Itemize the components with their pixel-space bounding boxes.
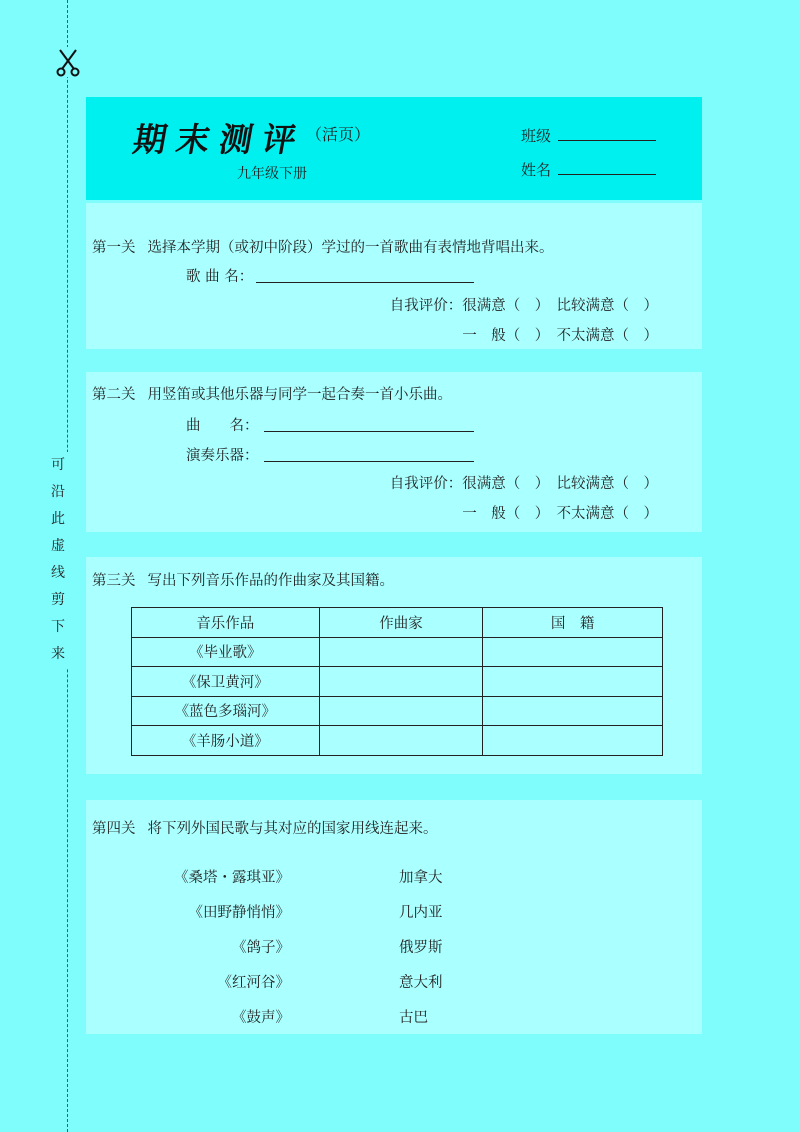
section-1-label: 第一关 xyxy=(92,240,136,256)
scissors-icon xyxy=(55,47,81,77)
piece-name-field[interactable] xyxy=(264,431,474,432)
work-title: 《毕业歌》 xyxy=(132,637,320,667)
song-name-field[interactable] xyxy=(256,282,474,283)
section-4-heading xyxy=(92,817,438,838)
name-label: 姓名 xyxy=(521,161,552,179)
composer-cell[interactable] xyxy=(319,637,483,667)
section-2-label: 第二关 xyxy=(92,387,136,403)
table-row xyxy=(132,696,663,726)
table-row xyxy=(132,726,663,756)
column-header-composer: 作曲家 xyxy=(319,608,483,638)
country-name[interactable]: 俄罗斯 xyxy=(399,940,443,956)
class-field[interactable] xyxy=(558,140,656,141)
folk-song[interactable]: 《田野静悄悄》 xyxy=(188,905,290,921)
work-title: 《保卫黄河》 xyxy=(132,667,320,697)
cut-note-char: 下 xyxy=(51,619,65,635)
section-4-label: 第四关 xyxy=(92,821,136,837)
cut-note-char: 沿 xyxy=(51,484,65,500)
work-title: 《羊肠小道》 xyxy=(132,726,320,756)
nationality-cell[interactable] xyxy=(483,637,663,667)
self-eval-row-1: 自我评价：很满意（ ） 比较满意（ ） xyxy=(389,476,658,492)
column-header-work: 音乐作品 xyxy=(132,608,320,638)
section-2-heading xyxy=(92,383,452,404)
instrument-label: 演奏乐器： xyxy=(186,448,259,464)
song-name-label: 歌 曲 名： xyxy=(186,269,254,285)
table-header-row xyxy=(132,608,663,638)
section-3 xyxy=(86,557,702,774)
instrument-field[interactable] xyxy=(264,461,474,462)
self-eval-row-1: 自我评价：很满意（ ） 比较满意（ ） xyxy=(389,298,658,314)
cut-note-char: 此 xyxy=(51,511,65,527)
folk-song[interactable]: 《红河谷》 xyxy=(217,975,290,991)
nationality-cell[interactable] xyxy=(483,667,663,697)
composer-cell[interactable] xyxy=(319,726,483,756)
page-header xyxy=(86,97,702,200)
composer-cell[interactable] xyxy=(319,696,483,726)
self-eval-row-2: 一 般（ ） 不太满意（ ） xyxy=(462,506,658,522)
folk-song[interactable]: 《鸽子》 xyxy=(232,940,290,956)
folk-song[interactable]: 《桑塔・露琪亚》 xyxy=(174,870,290,886)
grade-label: 九年级下册 xyxy=(237,166,307,182)
country-name[interactable]: 加拿大 xyxy=(399,870,443,886)
name-field[interactable] xyxy=(558,174,656,175)
cut-note-char: 可 xyxy=(51,457,65,473)
section-2-instruction: 用竖笛或其他乐器与同学一起合奏一首小乐曲。 xyxy=(147,387,452,403)
page-subtitle: （活页） xyxy=(306,125,371,144)
composer-table xyxy=(131,607,663,756)
class-label: 班级 xyxy=(521,127,552,145)
section-3-heading xyxy=(92,569,394,590)
page-title: 期末测评 xyxy=(130,120,310,159)
section-3-label: 第三关 xyxy=(92,573,136,589)
country-name[interactable]: 几内亚 xyxy=(399,905,443,921)
section-4-instruction: 将下列外国民歌与其对应的国家用线连起来。 xyxy=(147,821,438,837)
cut-note-char: 剪 xyxy=(51,592,65,608)
work-title: 《蓝色多瑙河》 xyxy=(132,696,320,726)
composer-cell[interactable] xyxy=(319,667,483,697)
section-1-instruction: 选择本学期（或初中阶段）学过的一首歌曲有表情地背唱出来。 xyxy=(147,240,554,256)
section-2 xyxy=(86,372,702,532)
nationality-cell[interactable] xyxy=(483,726,663,756)
cut-note-char: 虚 xyxy=(51,538,65,554)
piece-name-label: 曲 名： xyxy=(186,418,259,434)
table-row xyxy=(132,667,663,697)
nationality-cell[interactable] xyxy=(483,696,663,726)
self-eval-row-2: 一 般（ ） 不太满意（ ） xyxy=(462,328,658,344)
folk-song[interactable]: 《鼓声》 xyxy=(232,1010,290,1026)
cut-instruction xyxy=(48,452,68,668)
section-4 xyxy=(86,800,702,1034)
table-row xyxy=(132,637,663,667)
cut-note-char: 来 xyxy=(51,646,65,662)
section-1 xyxy=(86,203,702,349)
cut-note-char: 线 xyxy=(51,565,65,581)
section-1-heading xyxy=(92,236,554,257)
country-name[interactable]: 古巴 xyxy=(399,1010,428,1026)
country-name[interactable]: 意大利 xyxy=(399,975,443,991)
column-header-nationality: 国 籍 xyxy=(483,608,663,638)
section-3-instruction: 写出下列音乐作品的作曲家及其国籍。 xyxy=(147,573,394,589)
